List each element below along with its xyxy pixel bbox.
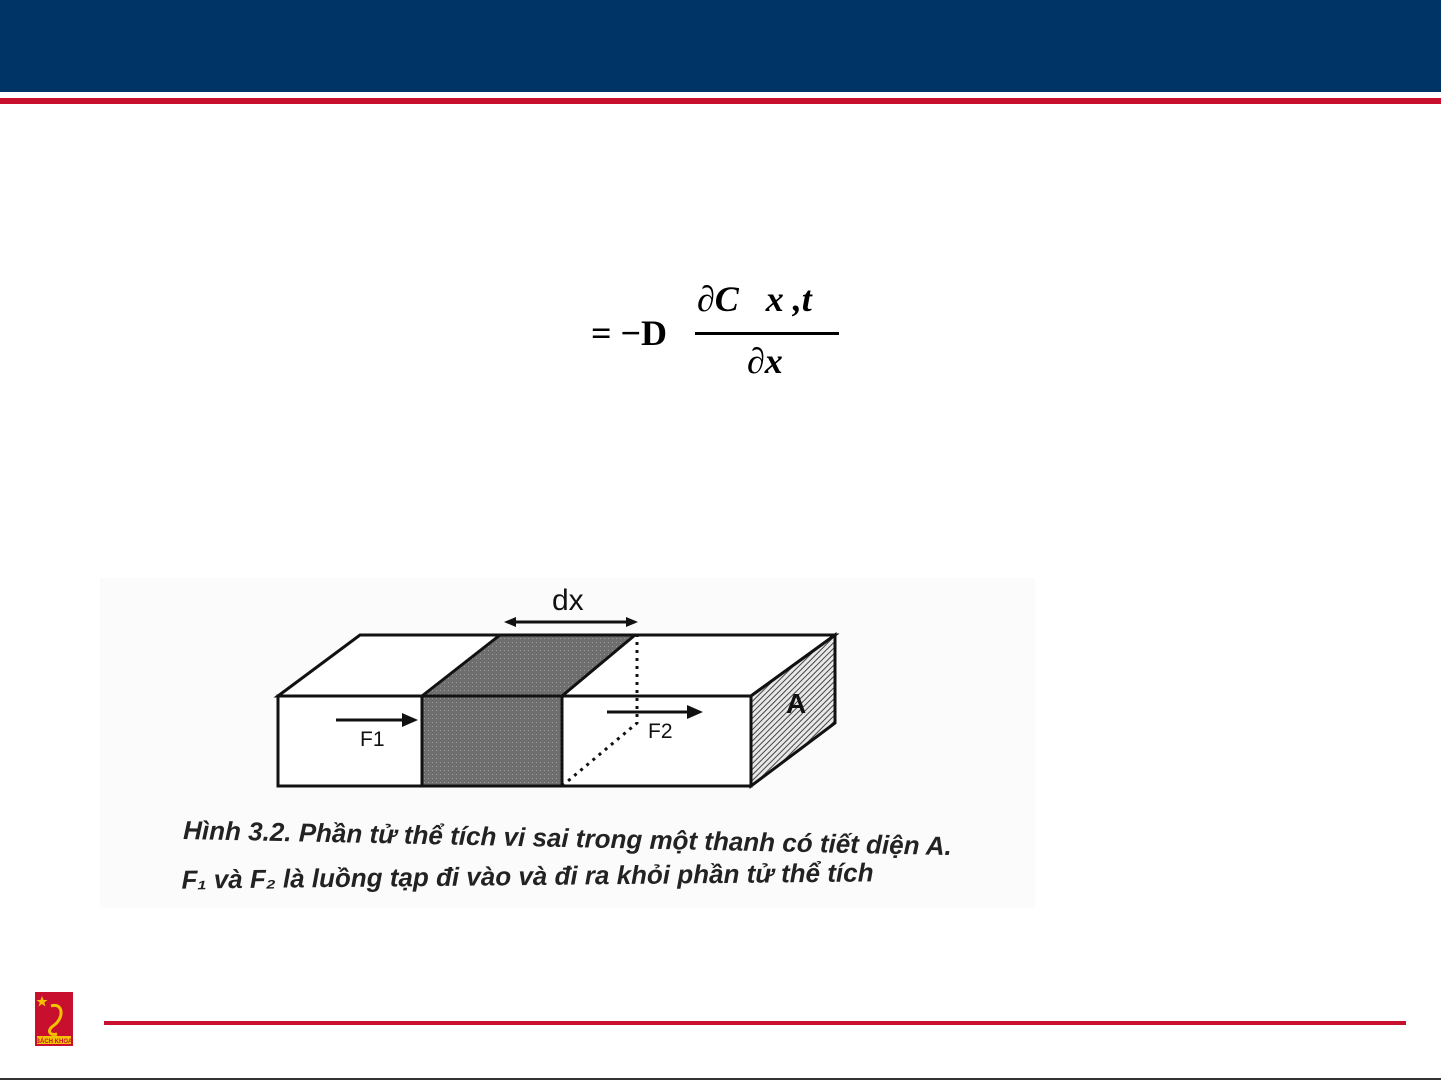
equation-denominator: ∂x xyxy=(747,341,783,381)
figure-caption-line1: Hình 3.2. Phần tử thể tích vi sai trong một thanh có tiết diện A. xyxy=(182,814,953,862)
f2-label: F2 xyxy=(648,720,673,743)
header-bar xyxy=(0,0,1441,92)
logo-text: BÁCH KHOA xyxy=(35,1039,73,1045)
fraction-bar xyxy=(695,332,839,335)
bottom-border xyxy=(0,1078,1441,1080)
equation-lhs: = −D xyxy=(591,313,668,353)
header-red-stripe xyxy=(0,98,1441,104)
university-logo xyxy=(35,992,73,1046)
dx-label: dx xyxy=(552,584,584,617)
footer-red-line xyxy=(104,1021,1406,1025)
f1-label: F1 xyxy=(360,728,385,751)
equation-numerator: ∂C x ,t xyxy=(697,279,812,319)
figure-volume-element xyxy=(100,578,1035,908)
area-label: A xyxy=(786,688,807,719)
figure-caption-line2: F₁ và F₂ là luồng tạp đi vào và đi ra khỏi phần tử thể tích xyxy=(181,857,874,895)
diffusion-equation xyxy=(585,276,855,386)
element-front-face xyxy=(422,696,562,786)
